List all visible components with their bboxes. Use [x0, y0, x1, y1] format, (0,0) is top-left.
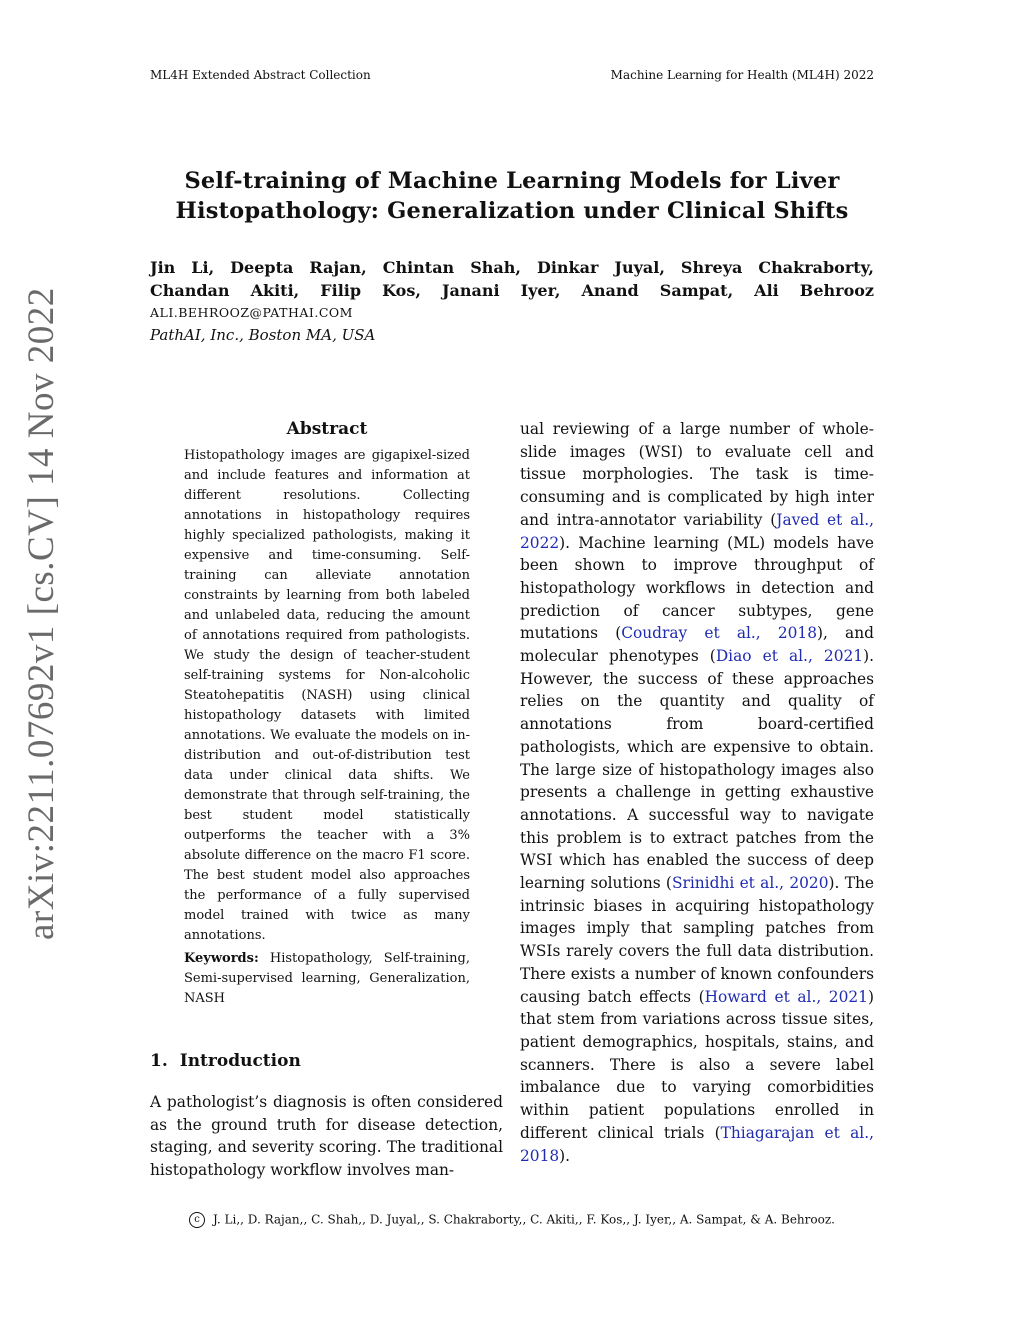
intro-paragraph-right: [520, 418, 874, 1167]
running-header-left: ML4H Extended Abstract Collection: [150, 68, 371, 82]
abstract-section: [184, 418, 470, 1009]
text-run: ), and molecular phenotypes (: [520, 624, 874, 666]
keywords-label: Keywords:: [184, 951, 259, 966]
text-run: ).: [559, 1146, 571, 1165]
text-run: ). Machine learning (ML) models have been shown to improve throughput of histopathology workflows in detection and prediction of cancer subtypes, gene mutations (: [520, 533, 874, 643]
text-run: ) that stem from variations across tissue sites, patient demographics, hospitals, stains, and scanners. There is also a severe label imbalance due to varying comorbidities within patient populations enrolled in different clinical trials (: [520, 987, 874, 1142]
citation-link[interactable]: Thiagarajan et al., 2018: [520, 1123, 874, 1165]
running-header-right: Machine Learning for Health (ML4H) 2022: [610, 68, 874, 82]
citation-link[interactable]: Coudray et al., 2018: [621, 624, 818, 643]
copyright-icon: c: [189, 1212, 205, 1228]
author-affiliation: PathAI, Inc., Boston MA, USA: [150, 326, 376, 344]
keywords-list: Histopathology, Self-training, Semi-supervised learning, Generalization, NASH: [184, 951, 470, 1006]
section-title: Introduction: [179, 1051, 301, 1071]
text-run: ). The intrinsic biases in acquiring histopathology images imply that sampling patches from WSIs rarely covers the full data distribution. There exists a number of known confounders causing batch effects (: [520, 874, 874, 1006]
intro-paragraph-left: A pathologist’s diagnosis is often considered as the ground truth for disease detection, staging, and severity scoring. The traditional histopathology workflow involves man-: [150, 1093, 503, 1180]
paper-title: [150, 166, 874, 226]
author-email: ALI.BEHROOZ@PATHAI.COM: [150, 305, 353, 320]
author-list: [150, 256, 874, 302]
citation-link[interactable]: Diao et al., 2021: [715, 647, 864, 666]
abstract-text: Histopathology images are gigapixel-sized and include features and information at different resolutions. Collecting annotations in histopathology requires highly specialized pathologists, making it expensive and time-consuming. Self-training can alleviate annotation constraints by learning from both labeled and unlabeled data, reducing the amount of annotations required from pathologists. We study the design of teacher-student self-training systems for Non-alcoholic Steatohepatitis (NASH) using clinical histopathology datasets with limited annotations. We evaluate the models on in-distribution and out-of-distribution test data under clinical data shifts. We demonstrate that through self-training, the best student model statistically outperforms the teacher with a 3% absolute difference on the macro F1 score. The best student model also approaches the performance of a fully supervised model trained with twice as many annotations.: [184, 448, 470, 943]
section-number: 1.: [150, 1051, 168, 1071]
abstract-heading: Abstract: [286, 419, 368, 439]
section-heading-introduction: [150, 1051, 301, 1071]
author-line-1: Jin Li, Deepta Rajan, Chintan Shah, Dinkar Juyal, Shreya Chakraborty,: [150, 258, 874, 277]
keywords: [184, 949, 470, 1009]
title-line-1: Self-training of Machine Learning Models for Liver: [184, 168, 840, 194]
citation-link[interactable]: Howard et al., 2021: [704, 987, 868, 1006]
author-line-2: Chandan Akiti, Filip Kos, Janani Iyer, Anand Sampat, Ali Behrooz: [150, 281, 874, 300]
copyright-text: J. Li,, D. Rajan,, C. Shah,, D. Juyal,, S. Chakraborty,, C. Akiti,, F. Kos,, J. Iyer,, A. Sampat, & A. Behrooz.: [213, 1212, 835, 1227]
text-run: ). However, the success of these approaches relies on the quantity and quality of annotations from board-certified pathologists, which are expensive to obtain. The large size of histopathology images also presents a challenge in getting exhaustive annotations. A successful way to navigate this problem is to extract patches from the WSI which has enabled the success of deep learning solutions (: [520, 647, 874, 893]
copyright-footer: [0, 1212, 1024, 1228]
title-line-2: Histopathology: Generalization under Clinical Shifts: [175, 198, 849, 224]
citation-link[interactable]: Javed et al., 2022: [520, 510, 874, 552]
text-run: ual reviewing of a large number of whole-slide images (WSI) to evaluate cell and tissue morphologies. The task is time-consuming and is complicated by high inter and intra-annotator variability (: [520, 420, 874, 529]
arxiv-identifier-stamp: arXiv:2211.07692v1 [cs.CV] 14 Nov 2022: [21, 287, 62, 940]
citation-link[interactable]: Srinidhi et al., 2020: [671, 874, 829, 893]
